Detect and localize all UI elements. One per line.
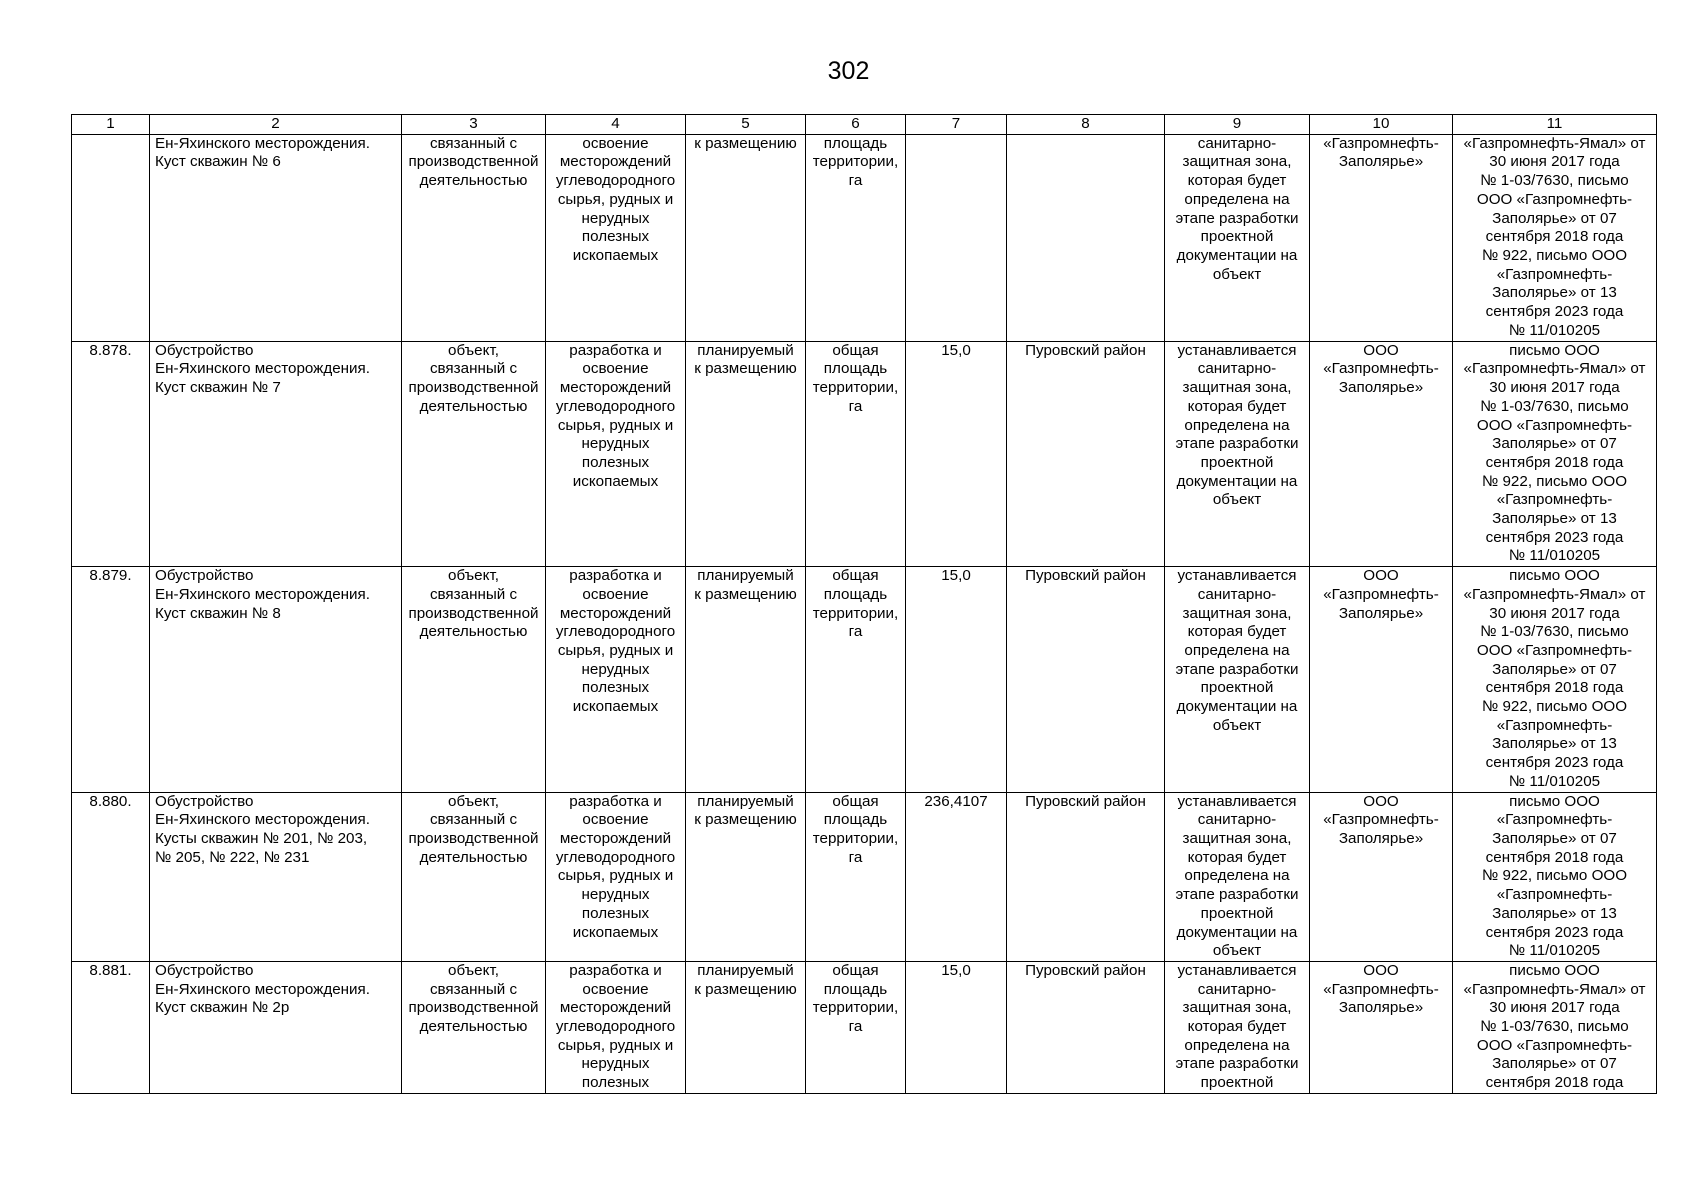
object-type-cell (402, 792, 546, 961)
object-purpose: разработка и освоение месторождений углеводородного сырья, рудных и нерудных полезных ископаемых (555, 792, 676, 941)
characteristic-cell (806, 134, 906, 341)
object-purpose: разработка и освоение месторождений углеводородного сырья, рудных и нерудных полезных (555, 961, 676, 1092)
column-number: 5 (686, 115, 806, 135)
location-cell (1007, 341, 1165, 566)
object-status: к размещению (694, 134, 797, 152)
object-type: объект, связанный с производственной деятельностью (408, 961, 539, 1036)
status-cell (686, 792, 806, 961)
basis-documents: «Газпромнефть-Ямал» от 30 июня 2017 года № 1-03/7630, письмо ООО «Газпромнефть- Заполярье» от 07 сентября 2018 года № 922, письмо ООО «Газпромнефть- Заполярье» от 13 сентября 2023 года № 11/010205 (1463, 134, 1646, 339)
object-characteristic: общая площадь территории, га (812, 961, 899, 1036)
row-number: 8.879. (89, 567, 132, 585)
owner-name: ООО «Газпромнефть- Заполярье» (1323, 961, 1439, 1017)
characteristic-cell (806, 792, 906, 961)
zone-cell (1165, 792, 1310, 961)
column-number-row (72, 115, 1657, 135)
basis-documents: письмо ООО «Газпромнефть-Ямал» от 30 июня 2017 года № 1-03/7630, письмо ООО «Газпромнефть- Заполярье» от 07 сентября 2018 года (1463, 961, 1646, 1092)
object-type-cell (402, 567, 546, 792)
table-row (72, 792, 1657, 961)
owner-cell (1310, 792, 1453, 961)
status-cell (686, 567, 806, 792)
object-value: 15,0 (941, 341, 971, 359)
table-row (72, 961, 1657, 1093)
column-number: 3 (402, 115, 546, 135)
zone-description: устанавливается санитарно- защитная зона, которая будет определена на этапе разработки проектной документации на объект (1175, 792, 1299, 960)
object-type-cell (402, 341, 546, 566)
table-row (72, 134, 1657, 341)
object-name: Обустройство Ен-Яхинского месторождения. Куст скважин № 7 (155, 341, 370, 397)
column-number: 2 (150, 115, 402, 135)
object-characteristic: площадь территории, га (812, 134, 899, 190)
object-name-cell (150, 134, 402, 341)
location-cell (1007, 567, 1165, 792)
owner-cell (1310, 567, 1453, 792)
object-value: 15,0 (941, 567, 971, 585)
row-number-cell (72, 961, 150, 1093)
object-purpose: освоение месторождений углеводородного сырья, рудных и нерудных полезных ископаемых (555, 134, 676, 264)
object-type-cell (402, 961, 546, 1093)
characteristic-cell (806, 341, 906, 566)
purpose-cell (546, 792, 686, 961)
column-number: 8 (1007, 115, 1165, 135)
object-location: Пуровский район (1025, 792, 1146, 810)
zone-cell (1165, 961, 1310, 1093)
value-cell (906, 341, 1007, 566)
table-row (72, 341, 1657, 566)
status-cell (686, 134, 806, 341)
row-number: 8.878. (89, 341, 132, 359)
owner-name: ООО «Газпромнефть- Заполярье» (1323, 567, 1439, 622)
object-name-cell (150, 567, 402, 792)
object-location: Пуровский район (1025, 961, 1146, 979)
column-number: 6 (806, 115, 906, 135)
objects-table (71, 114, 1657, 1094)
object-purpose: разработка и освоение месторождений углеводородного сырья, рудных и нерудных полезных ископаемых (555, 341, 676, 490)
object-value: 236,4107 (924, 792, 988, 810)
column-number: 7 (906, 115, 1007, 135)
zone-description: санитарно- защитная зона, которая будет определена на этапе разработки проектной документации на объект (1175, 134, 1299, 283)
object-location: Пуровский район (1025, 341, 1146, 359)
owner-name: «Газпромнефть- Заполярье» (1323, 134, 1439, 171)
object-location: Пуровский район (1025, 567, 1146, 585)
table-row (72, 567, 1657, 792)
zone-cell (1165, 134, 1310, 341)
location-cell (1007, 134, 1165, 341)
object-name: Обустройство Ен-Яхинского месторождения. Куст скважин № 2р (155, 961, 370, 1017)
characteristic-cell (806, 567, 906, 792)
column-number: 11 (1453, 115, 1657, 135)
owner-name: ООО «Газпромнефть- Заполярье» (1323, 341, 1439, 397)
zone-description: устанавливается санитарно- защитная зона, которая будет определена на этапе разработки проектной документации на объект (1175, 341, 1299, 509)
row-number-cell (72, 134, 150, 341)
object-type: объект, связанный с производственной деятельностью (408, 567, 539, 641)
owner-name: ООО «Газпромнефть- Заполярье» (1323, 792, 1439, 847)
basis-cell (1453, 792, 1657, 961)
characteristic-cell (806, 961, 906, 1093)
owner-cell (1310, 961, 1453, 1093)
value-cell (906, 567, 1007, 792)
object-type: связанный с производственной деятельностью (408, 134, 539, 190)
object-characteristic: общая площадь территории, га (812, 341, 899, 415)
zone-description: устанавливается санитарно- защитная зона, которая будет определена на этапе разработки проектной документации на объект (1175, 567, 1299, 734)
purpose-cell (546, 341, 686, 566)
basis-cell (1453, 341, 1657, 566)
location-cell (1007, 961, 1165, 1093)
location-cell (1007, 792, 1165, 961)
object-type: объект, связанный с производственной деятельностью (408, 792, 539, 866)
owner-cell (1310, 341, 1453, 566)
row-number-cell (72, 792, 150, 961)
row-number-cell (72, 341, 150, 566)
object-name-cell (150, 961, 402, 1093)
object-status: планируемый к размещению (694, 567, 797, 603)
value-cell (906, 792, 1007, 961)
object-name: Обустройство Ен-Яхинского месторождения. Куст скважин № 8 (155, 567, 370, 622)
row-number: 8.881. (89, 961, 132, 979)
value-cell (906, 134, 1007, 341)
column-number: 9 (1165, 115, 1310, 135)
status-cell (686, 341, 806, 566)
column-number: 4 (546, 115, 686, 135)
object-type-cell (402, 134, 546, 341)
object-type: объект, связанный с производственной деятельностью (408, 341, 539, 415)
purpose-cell (546, 567, 686, 792)
basis-cell (1453, 567, 1657, 792)
basis-cell (1453, 961, 1657, 1093)
object-name: Ен-Яхинского месторождения. Куст скважин № 6 (155, 134, 370, 171)
owner-cell (1310, 134, 1453, 341)
object-name: Обустройство Ен-Яхинского месторождения. Кусты скважин № 201, № 203, № 205, № 222, № 231 (155, 792, 370, 866)
purpose-cell (546, 134, 686, 341)
purpose-cell (546, 961, 686, 1093)
column-number: 10 (1310, 115, 1453, 135)
page-number: 302 (827, 57, 870, 85)
object-status: планируемый к размещению (694, 961, 797, 998)
basis-documents: письмо ООО «Газпромнефть-Ямал» от 30 июня 2017 года № 1-03/7630, письмо ООО «Газпромнефть- Заполярье» от 07 сентября 2018 года № 922, письмо ООО «Газпромнефть- Заполярье» от 13 сентября 2023 года № 11/010205 (1463, 567, 1646, 790)
object-status: планируемый к размещению (694, 341, 797, 378)
object-characteristic: общая площадь территории, га (812, 567, 899, 641)
object-status: планируемый к размещению (694, 792, 797, 829)
object-purpose: разработка и освоение месторождений углеводородного сырья, рудных и нерудных полезных ископаемых (555, 567, 676, 716)
row-number: 8.880. (89, 792, 132, 810)
object-name-cell (150, 341, 402, 566)
status-cell (686, 961, 806, 1093)
column-number: 1 (72, 115, 150, 135)
value-cell (906, 961, 1007, 1093)
object-value: 15,0 (941, 961, 971, 979)
basis-documents: письмо ООО «Газпромнефть-Ямал» от 30 июня 2017 года № 1-03/7630, письмо ООО «Газпромнефть- Заполярье» от 07 сентября 2018 года № 922, письмо ООО «Газпромнефть- Заполярье» от 13 сентября 2023 года № 11/010205 (1463, 341, 1646, 565)
basis-cell (1453, 134, 1657, 341)
basis-documents: письмо ООО «Газпромнефть- Заполярье» от 07 сентября 2018 года № 922, письмо ООО «Газпромнефть- Заполярье» от 13 сентября 2023 года № 11/010205 (1481, 792, 1628, 960)
row-number-cell (72, 567, 150, 792)
object-name-cell (150, 792, 402, 961)
zone-cell (1165, 567, 1310, 792)
zone-description: устанавливается санитарно- защитная зона, которая будет определена на этапе разработки проектной (1175, 961, 1299, 1092)
object-characteristic: общая площадь территории, га (812, 792, 899, 866)
zone-cell (1165, 341, 1310, 566)
